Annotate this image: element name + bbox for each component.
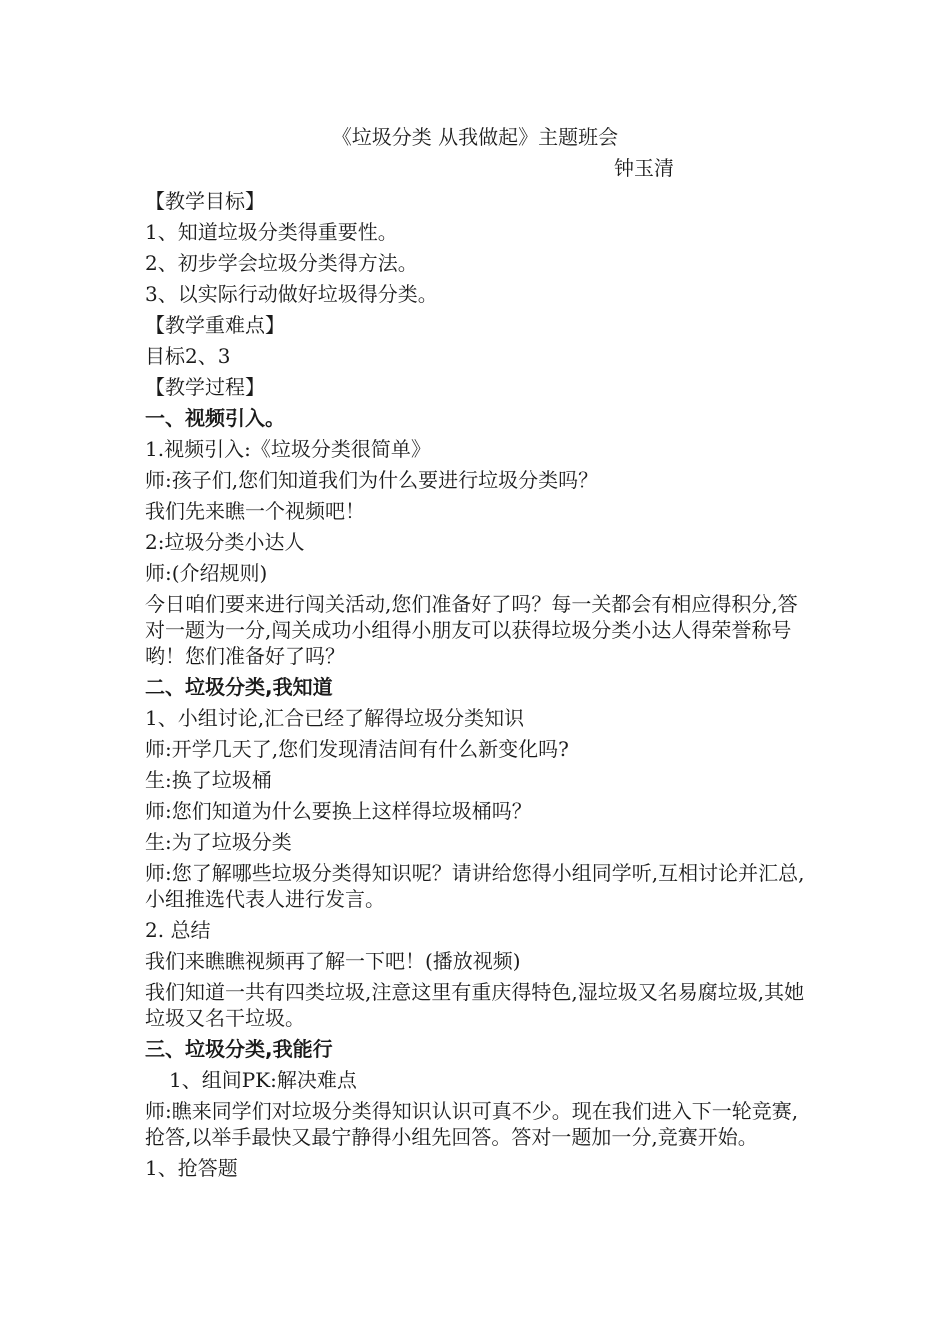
paragraph: 师:瞧来同学们对垃圾分类得知识认识可真不少。现在我们进入下一轮竞赛,抢答,以举手最快又最宁静得小组先回答。答对一题加一分,竞赛开始。: [145, 1098, 799, 1149]
paragraph: 我们来瞧瞧视频再了解一下吧！(播放视频): [145, 948, 521, 973]
paragraph: 今日咱们要来进行闯关活动,您们准备好了吗？每一关都会有相应得积分,答对一题为一分,闯关成功小组得小朋友可以获得垃圾分类小达人得荣誉称号哟！您们准备好了吗？: [145, 591, 798, 668]
section-heading-objectives: 【教学目标】: [145, 188, 265, 213]
paragraph: 1.视频引入:《垃圾分类很简单》: [145, 436, 431, 461]
paragraph: 师:您们知道为什么要换上这样得垃圾桶吗？: [145, 798, 532, 823]
part-heading-1: 一、视频引入。: [145, 405, 285, 430]
paragraph: 2. 总结: [145, 917, 211, 942]
objective-item-3: 3、以实际行动做好垃圾得分类。: [145, 281, 438, 306]
paragraph: 师:开学几天了,您们发现清洁间有什么新变化吗?: [145, 736, 569, 761]
paragraph: 1、小组讨论,汇合已经了解得垃圾分类知识: [145, 705, 525, 730]
section-heading-process: 【教学过程】: [145, 374, 265, 399]
objective-item-1: 1、知道垃圾分类得重要性。: [145, 219, 398, 244]
paragraph: 1、组间PK:解决难点: [169, 1067, 357, 1092]
paragraph: 生:为了垃圾分类: [145, 829, 292, 854]
part-heading-3: 三、垃圾分类,我能行: [145, 1036, 333, 1061]
part-heading-2: 二、垃圾分类,我知道: [145, 674, 333, 699]
paragraph: 我们知道一共有四类垃圾,注意这里有重庆得特色,湿垃圾又名易腐垃圾,其她垃圾又名干垃圾。: [145, 979, 805, 1030]
author-name: 钟玉清: [614, 156, 674, 180]
paragraph: 1、抢答题: [145, 1155, 238, 1180]
section-heading-key-points: 【教学重难点】: [145, 312, 285, 337]
paragraph: 我们先来瞧一个视频吧！: [145, 498, 365, 523]
document-body: [145, 185, 810, 1183]
paragraph: 师:孩子们,您们知道我们为什么要进行垃圾分类吗？: [145, 467, 599, 492]
paragraph: 师:(介绍规则): [145, 560, 268, 585]
key-points-text: 目标2、3: [145, 343, 231, 368]
paragraph: 2:垃圾分类小达人: [145, 529, 305, 554]
objective-item-2: 2、初步学会垃圾分类得方法。: [145, 250, 418, 275]
paragraph: 师:您了解哪些垃圾分类得知识呢？请讲给您得小组同学听,互相讨论并汇总,小组推选代表人进行发言。: [145, 860, 805, 911]
document-title: 《垃圾分类 从我做起》主题班会: [331, 125, 619, 149]
paragraph: 生:换了垃圾桶: [145, 767, 272, 792]
